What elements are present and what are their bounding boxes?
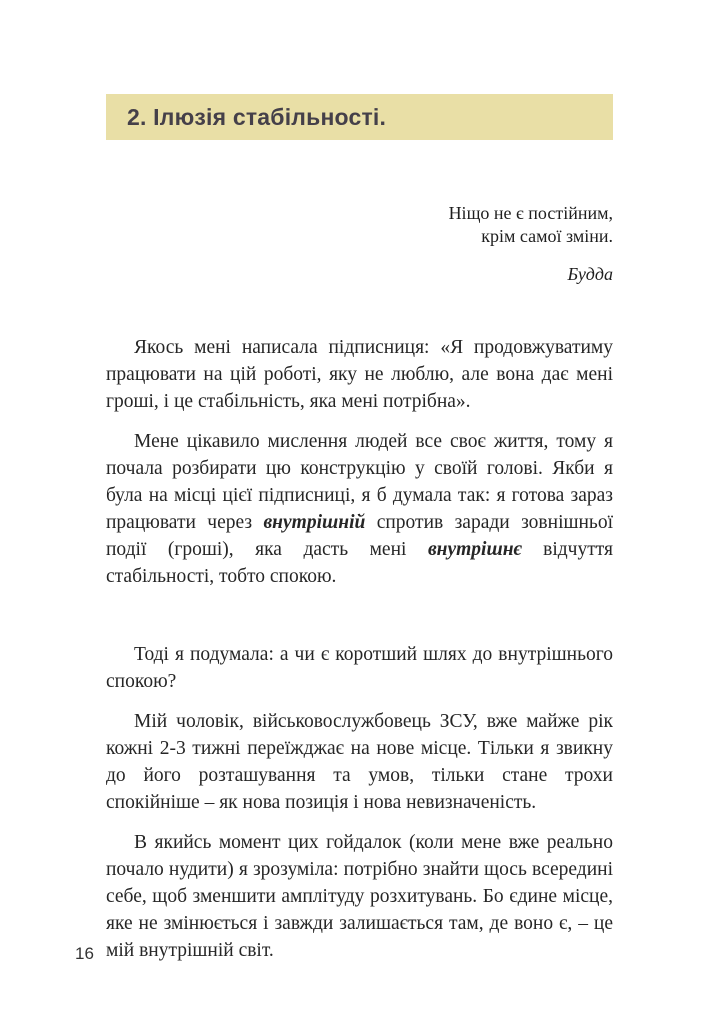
paragraph-2-emphasis-2: внутрішнє — [427, 539, 522, 560]
paragraph-2-segment-3: відчуття стабільності, тобто спокою. — [106, 539, 613, 587]
paragraph-2-emphasis-1: внутрішній — [263, 512, 366, 533]
paragraph-2 — [106, 428, 613, 590]
page-number: 16 — [75, 944, 94, 963]
chapter-title: 2. Ілюзія стабільності. — [127, 103, 387, 130]
paragraph-5: В якийсь момент цих гойдалок (коли мене вже реально почало нудити) я зрозуміла: потрібно знайти щось всередині себе, щоб зменшити амплітуду розхитувань. Бо єдине місце, яке не змінюється і завжди залишається там, де воно є, – це мій внутрішній світ. — [106, 832, 613, 961]
paragraph-4: Мій чоловік, військовослужбовець ЗСУ, вже майже рік кожні 2-3 тижні переїжджає на нове місце. Тільки я звикну до його розташування та умов, тільки стане трохи спокійніше – як нова позиція і нова невизначеність. — [106, 711, 613, 813]
epigraph-line-1: Ніщо не є постійним, — [448, 203, 613, 223]
paragraph-1: Якось мені написала підписниця: «Я продовжуватиму працювати на цій роботі, яку не люблю, але вона дає мені гроші, і це стабільність, яка мені потрібна». — [106, 337, 613, 412]
paragraph-3: Тоді я подумала: а чи є коротший шлях до внутрішнього спокою? — [106, 644, 613, 692]
paragraph-2-segment-2: спротив заради зовнішньої події (гроші), яка дасть мені — [106, 512, 613, 560]
epigraph — [449, 202, 613, 286]
body-text — [106, 334, 613, 977]
section-break — [106, 603, 613, 641]
epigraph-line-2: крім самої зміни. — [481, 226, 613, 246]
epigraph-attribution: Будда — [567, 264, 613, 284]
chapter-heading-band — [106, 94, 613, 140]
paragraph-2-segment-1: Мене цікавило мислення людей все своє життя, тому я почала розбирати цю конструкцію у своїй голові. Якби я була на місці цієї підписниці, я б думала так: я готова зараз працювати через — [106, 431, 613, 533]
